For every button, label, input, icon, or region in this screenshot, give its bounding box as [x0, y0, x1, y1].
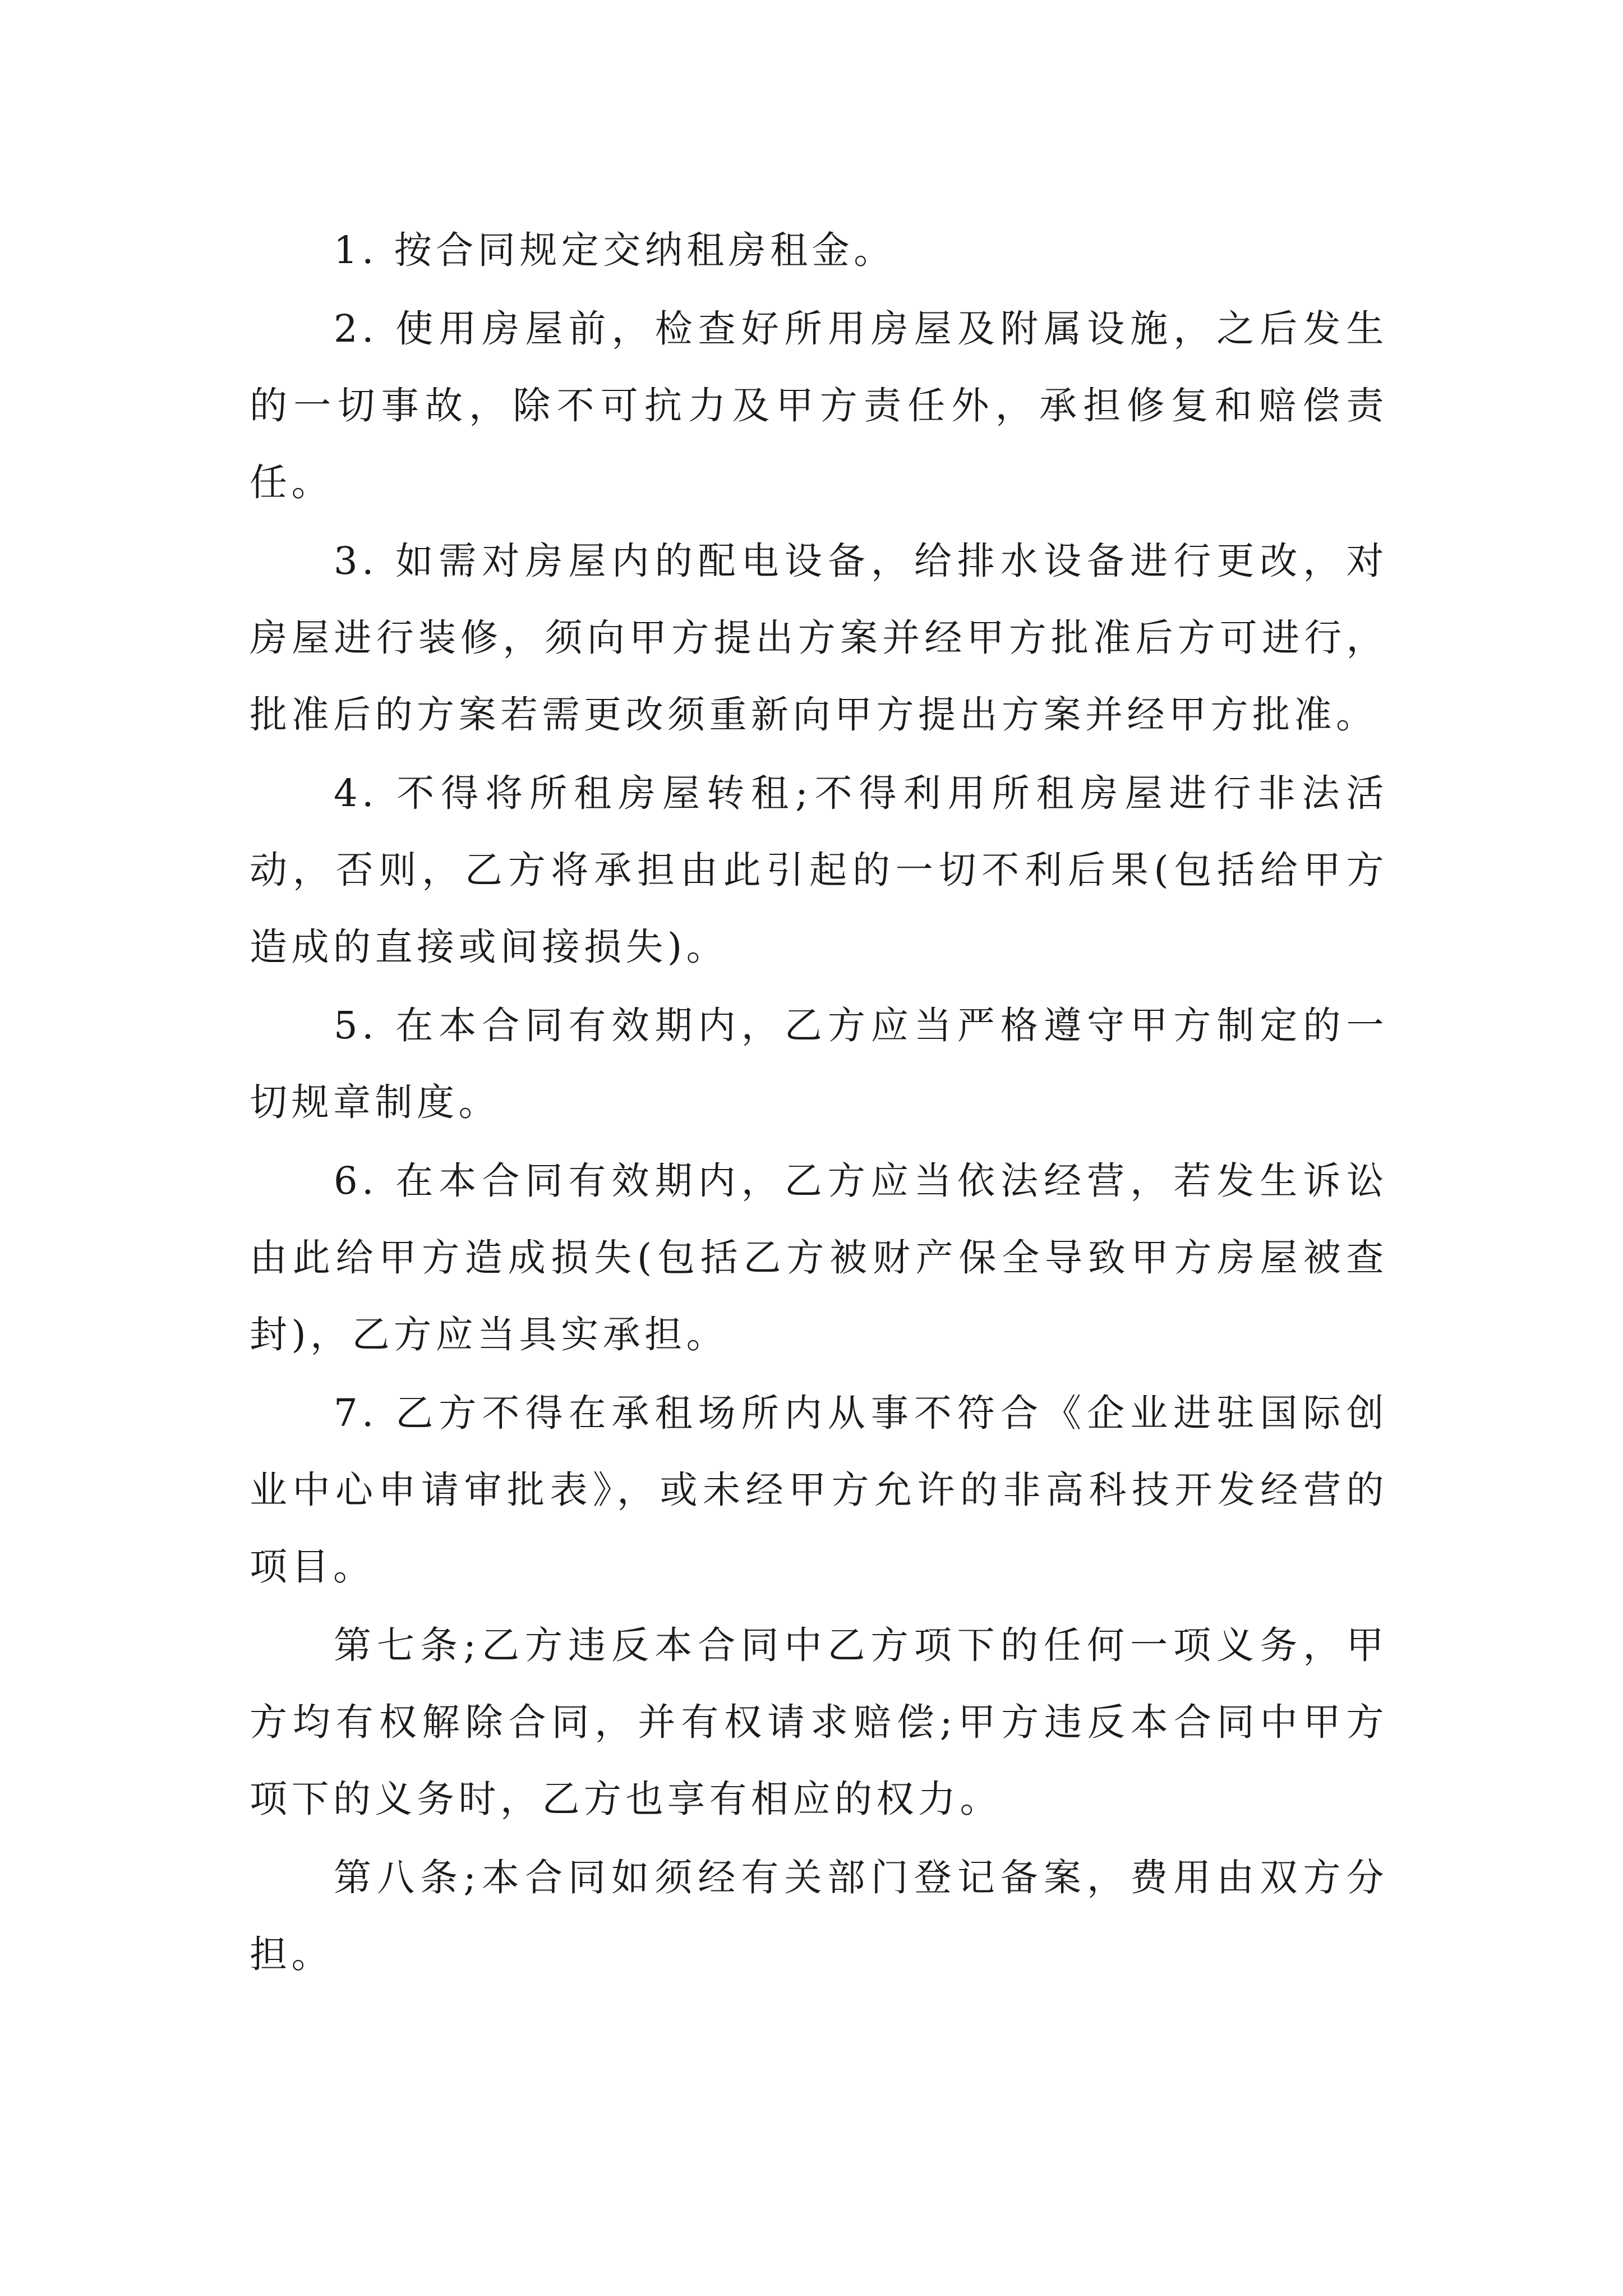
- paragraph-item-1: 1. 按合同规定交纳租房租金。: [334, 228, 896, 272]
- paragraph-item-7: 7. 乙方不得在承租场所内从事不符合《企业进驻国际创业中心申请审批表》，或未经甲方允许的非高科技开发经营的项目。: [250, 1391, 1388, 1589]
- paragraph-item-2: 2. 使用房屋前，检查好所用房屋及附属设施，之后发生的一切事故，除不可抗力及甲方责任外，承担修复和赔偿责任。: [250, 307, 1388, 504]
- paragraph-item-5: 5. 在本合同有效期内，乙方应当严格遵守甲方制定的一切规章制度。: [250, 1004, 1388, 1124]
- paragraph-item-6: 6. 在本合同有效期内，乙方应当依法经营，若发生诉讼由此给甲方造成损失(包括乙方被财产保全导致甲方房屋被查封)，乙方应当具实承担。: [250, 1159, 1388, 1356]
- paragraph-item-3: 3. 如需对房屋内的配电设备，给排水设备进行更改，对房屋进行装修，须向甲方提出方案并经甲方批准后方可进行，批准后的方案若需更改须重新向甲方提出方案并经甲方批准。: [250, 539, 1388, 737]
- document-body: [250, 212, 1388, 1995]
- paragraph-article-8: 第八条;本合同如须经有关部门登记备案，费用由双方分担。: [250, 1856, 1388, 1976]
- paragraph-item-4: 4. 不得将所租房屋转租;不得利用所租房屋进行非法活动，否则，乙方将承担由此引起的一切不利后果(包括给甲方造成的直接或间接损失)。: [250, 771, 1388, 969]
- paragraph-article-7: 第七条;乙方违反本合同中乙方项下的任何一项义务，甲方均有权解除合同，并有权请求赔偿;甲方违反本合同中甲方项下的义务时，乙方也享有相应的权力。: [250, 1623, 1388, 1821]
